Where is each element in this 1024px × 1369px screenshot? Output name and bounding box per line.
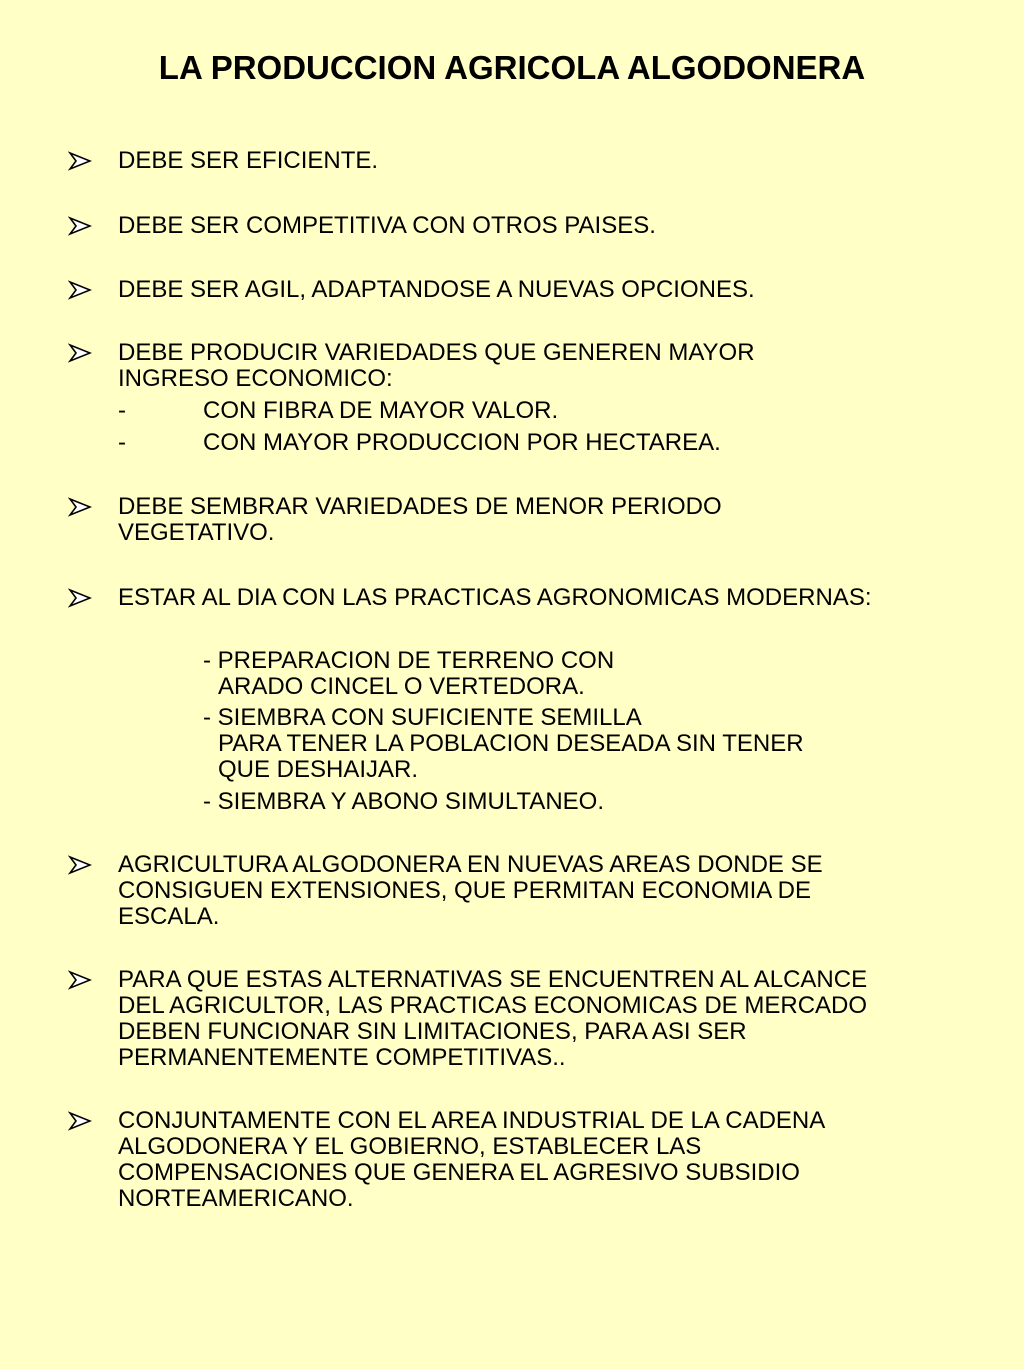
bullet-text: CONJUNTAMENTE CON EL AREA INDUSTRIAL DE LA CADENA ALGODONERA Y EL GOBIERNO, ESTABLECER LAS COMPENSACIONES QUE GENERA EL AGRESIVO SUBSIDIO NORTEAMERICANO. bbox=[118, 1107, 826, 1212]
arrow-bullet-icon bbox=[68, 1108, 92, 1134]
slide-title: LA PRODUCCION AGRICOLA ALGODONERA bbox=[158, 49, 866, 86]
sub-item-dash: - bbox=[118, 429, 126, 456]
sub-item-text: CON FIBRA DE MAYOR VALOR. bbox=[203, 397, 559, 424]
arrow-bullet-icon bbox=[68, 213, 92, 239]
bullet-text: DEBE SER EFICIENTE. bbox=[118, 147, 379, 174]
bullet-text: DEBE SEMBRAR VARIEDADES DE MENOR PERIODO VEGETATIVO. bbox=[118, 493, 722, 546]
bullet-text: DEBE SER AGIL, ADAPTANDOSE A NUEVAS OPCIONES. bbox=[118, 276, 755, 303]
bullet-text: ESTAR AL DIA CON LAS PRACTICAS AGRONOMICAS MODERNAS: bbox=[118, 584, 872, 611]
arrow-bullet-icon bbox=[68, 340, 92, 366]
practice-item: - SIEMBRA CON SUFICIENTE SEMILLA PARA TENER LA POBLACION DESEADA SIN TENER QUE DESHAIJAR. bbox=[203, 704, 804, 783]
sub-item-text: CON MAYOR PRODUCCION POR HECTAREA. bbox=[203, 429, 721, 456]
arrow-bullet-icon bbox=[68, 585, 92, 611]
bullet-text: DEBE SER COMPETITIVA CON OTROS PAISES. bbox=[118, 212, 656, 239]
arrow-bullet-icon bbox=[68, 148, 92, 174]
arrow-bullet-icon bbox=[68, 277, 92, 303]
arrow-bullet-icon bbox=[68, 852, 92, 878]
practice-item: - PREPARACION DE TERRENO CON ARADO CINCEL O VERTEDORA. bbox=[203, 647, 615, 700]
arrow-bullet-icon bbox=[68, 967, 92, 993]
practice-item: - SIEMBRA Y ABONO SIMULTANEO. bbox=[203, 788, 604, 815]
sub-item-dash: - bbox=[118, 397, 126, 424]
bullet-text: AGRICULTURA ALGODONERA EN NUEVAS AREAS DONDE SE CONSIGUEN EXTENSIONES, QUE PERMITAN ECONOMIA DE ESCALA. bbox=[118, 851, 823, 930]
bullet-text: PARA QUE ESTAS ALTERNATIVAS SE ENCUENTREN AL ALCANCE DEL AGRICULTOR, LAS PRACTICAS ECONOMICAS DE MERCADO DEBEN FUNCIONAR SIN LIMITACIONES, PARA ASI SER PERMANENTEMENTE COMPETITIVAS.. bbox=[118, 966, 868, 1071]
bullet-text: DEBE PRODUCIR VARIEDADES QUE GENEREN MAYOR INGRESO ECONOMICO: bbox=[118, 339, 755, 392]
arrow-bullet-icon bbox=[68, 494, 92, 520]
